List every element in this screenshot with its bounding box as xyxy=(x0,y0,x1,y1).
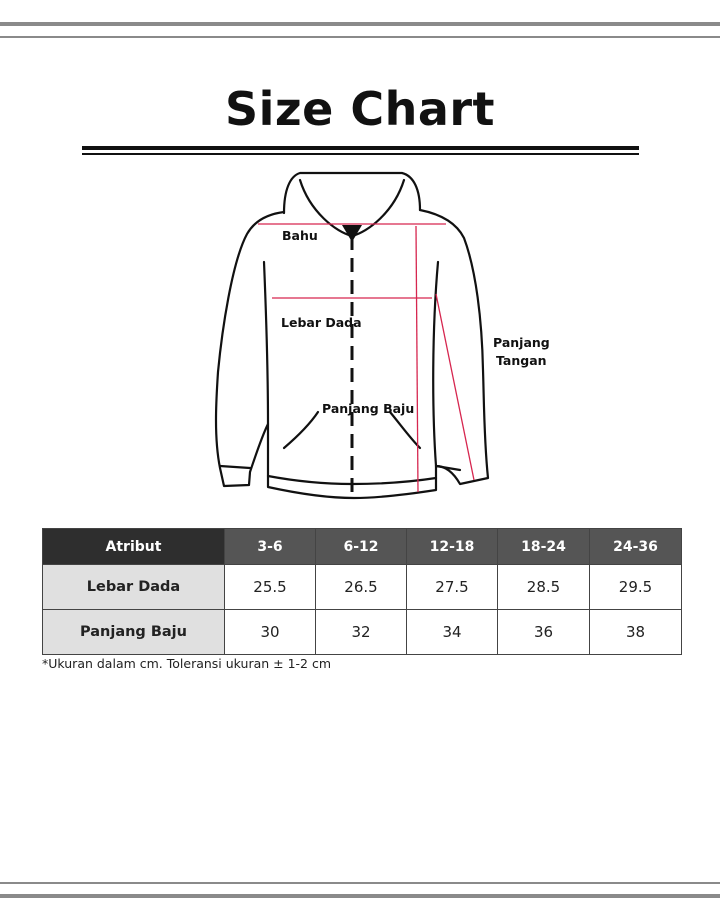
size-table xyxy=(42,528,682,655)
top-frame-rule-outer xyxy=(0,22,720,26)
table-cell: 36 xyxy=(498,610,590,655)
table-row xyxy=(43,610,682,655)
row-label: Lebar Dada xyxy=(43,565,225,610)
title-underline-thick xyxy=(82,146,639,150)
page-title: Size Chart xyxy=(224,82,496,136)
bottom-frame-rule-outer xyxy=(0,894,720,898)
header-size: 3-6 xyxy=(225,529,316,565)
table-cell: 29.5 xyxy=(590,565,682,610)
header-size: 12-18 xyxy=(407,529,498,565)
chest-label: Lebar Dada xyxy=(281,315,362,330)
shoulder-label: Bahu xyxy=(282,228,318,243)
hoodie-diagram xyxy=(0,165,720,515)
body-length-label: Panjang Baju xyxy=(322,401,415,416)
header-attribute: Atribut xyxy=(43,529,225,565)
body-length-measure-line xyxy=(416,226,418,492)
size-note: *Ukuran dalam cm. Toleransi ukuran ± 1-2 cm xyxy=(42,656,332,671)
header-size: 18-24 xyxy=(498,529,590,565)
table-cell: 25.5 xyxy=(225,565,316,610)
top-frame-rule-inner xyxy=(0,36,720,38)
sleeve-measure-line xyxy=(436,294,474,480)
table-cell: 34 xyxy=(407,610,498,655)
table-row xyxy=(43,565,682,610)
table-cell: 28.5 xyxy=(498,565,590,610)
header-size: 6-12 xyxy=(316,529,407,565)
table-header-row xyxy=(43,529,682,565)
table-cell: 27.5 xyxy=(407,565,498,610)
bottom-frame-rule-inner xyxy=(0,882,720,884)
sleeve-label-line1: Panjang xyxy=(493,335,550,350)
table-cell: 30 xyxy=(225,610,316,655)
table-cell: 26.5 xyxy=(316,565,407,610)
table-cell: 38 xyxy=(590,610,682,655)
table-cell: 32 xyxy=(316,610,407,655)
hoodie-illustration xyxy=(0,165,720,515)
header-size: 24-36 xyxy=(590,529,682,565)
sleeve-label-line2: Tangan xyxy=(496,353,547,368)
row-label: Panjang Baju xyxy=(43,610,225,655)
title-underline-thin xyxy=(82,153,639,155)
